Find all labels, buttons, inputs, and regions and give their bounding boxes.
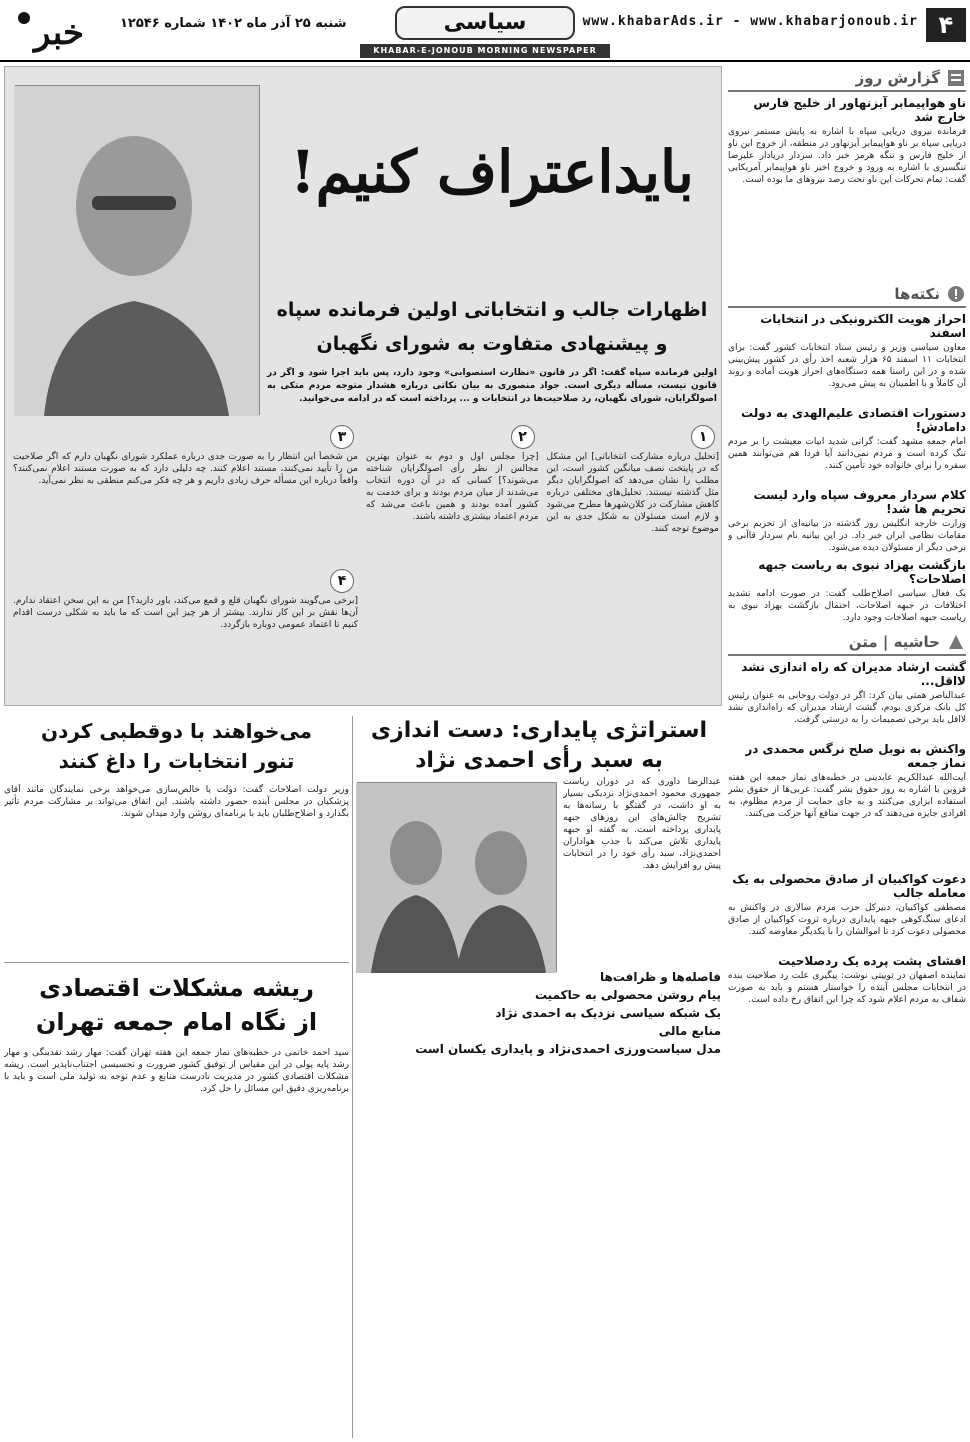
lead-column-1 [547, 423, 720, 703]
report-icon [946, 68, 966, 88]
lead-column-2 [366, 423, 539, 703]
note-text: امام جمعه مشهد گفت: گرانی شدید ابیات معیشت را بر مردم تنگ کرده است و مردم نمی‌دانند آیا فردا هم می‌توانند همین سفره را برای خانواده خود تأمین کنند. [728, 437, 966, 471]
newspaper-logo [4, 4, 114, 58]
report-text: فرمانده نیروی دریایی سپاه با اشاره به پایش مستمر نیروی دریایی سپاه بر ناو هواپیمابر آیزنهاور در منطقه، از خروج این ناو از خلیج فارس و تنگه هرمز خبر داد. سردار دریادار علیرضا تنگسیری با اشاره به ورود و خروج اخیر ناو هواپیمابر آمریکایی گفت: تمام تحرکات این ناو تحت رصد نیروهای ما بوده است. [728, 127, 966, 185]
pedari-subhead-2: پیام روشن محصولی به حاکمیت [534, 988, 721, 1002]
pedari-subhead-3: یک شبکه سیاسی نزدیک به احمدی نژاد [495, 1006, 721, 1020]
notes-icon [946, 284, 966, 304]
masthead [0, 0, 970, 62]
pedari-subhead-4: منابع مالی [658, 1024, 721, 1038]
pedari-story [357, 716, 721, 1058]
column-divider [352, 716, 353, 1438]
polarization-headline-line2: تنور انتخابات را داغ کنند [58, 749, 295, 773]
economy-headline [4, 971, 349, 1039]
svg-text:خبر: خبر [33, 13, 85, 53]
margin-text: عبدالناصر همتی بیان کرد: اگر در دولت روحانی به عنوان رئیس کل بانک مرکزی بودم، گشت ارشاد مدیران که راه‌اندازی نشد لااقل باید برخی تصمیمات را به درستی گرفت. [728, 691, 966, 725]
pedari-subhead-1: فاصله‌ها و ظرافت‌ها [599, 970, 721, 984]
margin-title: افشای پشت پرده یک ردصلاحیت [778, 954, 966, 968]
sidebar-label: گزارش روز [855, 69, 940, 87]
left-stories [4, 716, 349, 1347]
note-text: یک فعال سیاسی اصلاح‌طلب گفت: در صورت ادامه تشدید اختلافات در جبهه اصلاحات، احتمال بازگشت بهزاد نبوی به ریاست جبهه اصلاحات وجود دارد. [728, 589, 966, 623]
story-photo [357, 782, 557, 972]
lead-deck [267, 293, 717, 361]
pedari-headline-line2: به سبد رأی احمدی نژاد [415, 748, 663, 773]
notes [728, 282, 966, 624]
lead-intro: اولین فرمانده سپاه گفت: اگر در قانون «نظارت استصوابی» وجود دارد، پس باید اجرا شود و اگر در قانون نیست، مسأله دیگری است. جواد منصوری به بیان نکاتی درباره هشدار متوجه مردم متکی به اصولگرایان، شورای نگهبان، رد صلاحیت‌ها در انتخابات و ... پرداخته است که در ادامه می‌خوانید. [267, 368, 717, 404]
margin-notes [728, 630, 966, 1018]
lead-deck-line1: اظهارات جالب و انتخاباتی اولین فرمانده سپاه [276, 299, 708, 321]
polarization-text: وزیر دولت اصلاحات گفت: دولت یا خالص‌سازی می‌خواهد برخی نمایندگان مانند آقای پزشکیان در مجلس آینده حضور داشته باشند. این اتفاق می‌تواند بر مشارکت مردم تأثیر بگذارد و اصلاح‌طلبان باید با برنامه‌ای روشن وارد میدان شوند. [4, 785, 349, 819]
pedari-headline-line1: استراتژی پایداری: دست اندازی [370, 718, 708, 743]
margin-title: واکنش به نوبل صلح نرگس محمدی در نماز جمعه [745, 742, 966, 770]
column-text: [چرا مجلس اول و دوم به عنوان بهترین مجالس از نظر رأی اصولگرایان شناخته می‌شوند؟] کسانی که در آن دوره انتخاب می‌شدند از میان مردم بودند و برای خدمت به کشور آمده بودند و همین باعث می‌شد که مردم اعتماد بیشتری داشته باشند. [366, 452, 539, 522]
lead-column-4 [13, 567, 358, 695]
margin-title: گشت ارشاد مدیران که راه اندازی نشد لااقل... [741, 660, 966, 688]
note-title: احراز هویت الکترونیکی در انتخابات اسفند [760, 312, 966, 340]
lead-story [4, 66, 722, 706]
margin-text: نماینده اصفهان در توییتی نوشت: پیگیری علت رد صلاحیت بنده در انتخابات مجلس آینده را خواستار هستم و باید به صورت شفاف به مردم اعلام شود که چرا این اتفاق رخ داده است. [728, 971, 966, 1005]
lead-columns [13, 423, 719, 703]
economy-headline-line1: ریشه مشکلات اقتصادی [39, 974, 314, 1002]
note-title: کلام سردار معروف سپاه وارد لیست تحریم ها شد! [753, 488, 966, 516]
note-title: دستورات اقتصادی علیم‌الهدی به دولت داماد‌ش! [740, 406, 966, 434]
column-text: [برخی می‌گویند شورای نگهبان قلع و قمع می‌کند، باور دارید؟] من به این سخن اعتقاد ندارم. آن‌ها نقش بر این کار ندارند. بیشتر از هر چیز این است که ما باید به شکلی درست اقدام کنیم تا اعتماد عمومی دوباره بازگردد. [13, 596, 358, 630]
sidebar-head [728, 66, 966, 92]
lead-deck-line2: و پیشنهادی متفاوت به شورای نگهبان [316, 333, 668, 355]
polarization-headline [4, 716, 349, 776]
pedari-subhead-5: مدل سیاست‌ورزی احمدی‌نژاد و پایداری یکسان است [415, 1042, 721, 1056]
issue-date: شنبه ۲۵ آذر ماه ۱۴۰۲ شماره ۱۲۵۴۶ [120, 16, 347, 31]
sidebar-head [728, 630, 966, 656]
column-number: ۱ [691, 425, 715, 449]
sidebar-label: نکته‌ها [894, 285, 940, 303]
column-text: [تحلیل درباره مشارکت انتخاباتی] این مشکل که در پایتخت نصف میانگین کشور است، این مطلب را نشان می‌دهد که اصولگرایان دیگر مثل گذشته نیستند. تحلیل‌های مختلفی درباره کاهش مشارکت در کلان‌شهرها مطرح می‌شود و لازم است مسئولان به شکل جدی به این موضوع توجه کنند. [546, 452, 719, 534]
economy-headline-line2: از نگاه امام جمعه تهران [35, 1008, 318, 1036]
section-tab: سیاسی [395, 6, 575, 40]
note-text: معاون سیاسی وزیر و رئیس ستاد انتخابات کشور گفت: برای انتخابات ۱۱ اسفند ۶۵ هزار شعبه اخذ رأی در کشور پیش‌بینی شده و در این راستا همه دستگاه‌های احراز هویت آماده و روند آن کاملاً و با اطمینان به پیش می‌رود. [728, 343, 966, 389]
pedari-headline [357, 716, 721, 776]
column-number: ۲ [511, 425, 535, 449]
english-subtitle: KHABAR-E-JONOUB MORNING NEWSPAPER [360, 44, 610, 58]
margin-text: آیت‌الله عبدالکریم عابدینی در خطبه‌های نماز جمعه این هفته قزوین با اشاره به روز حقوق بشر گفت: غربی‌ها از حقوق بشر استفاده ابزاری می‌کنند و به جای حمایت از مردم مظلوم، به افرادی جایزه می‌دهند که در جهت منافع آنها حرکت می‌کنند. [728, 773, 966, 819]
note-title: بازگشت بهزاد نبوی به ریاست جبهه اصلاحات؟ [758, 558, 966, 586]
margin-icon [946, 632, 966, 652]
lead-headline: بایداعتراف کنیم! [290, 138, 694, 206]
sidebar-head [728, 282, 966, 308]
column-text: من شخصاً این انتظار را به صورت جدی درباره عملکرد شورای نگهبان دارم که اگر صلاحیت من را تأیید نمی‌کنند، مستند اعلام کنند. چه دلیلی دارد که به صورت مستند اعلام نمی‌کنند؟ واقعاً درباره این مسأله حرف زیادی داریم و هر چه فکر می‌کنم منطقی به نظر نمی‌آید. [13, 452, 358, 486]
polarization-headline-line1: می‌خواهند با دوقطبی کردن [41, 719, 312, 743]
site-urls[interactable]: www.khabarAds.ir - www.khabarjonoub.ir [582, 14, 918, 29]
report-title: ناو هواپیمابر آیزنهاور از خلیج فارس خارج شد [753, 96, 966, 124]
story-divider [4, 962, 349, 963]
lead-column-3 [13, 423, 358, 703]
column-number: ۳ [330, 425, 354, 449]
page-number: ۴ [926, 8, 966, 42]
margin-text: مصطفی کواکبیان، دبیرکل حزب مردم سالاری در واکنش به ادعای سنگ‌کوهی جبهه پایداری درباره ثروت کواکبیان از صادق محصولی دعوت کرد تا اموالشان را با یکدیگر معاوضه کنند. [728, 903, 966, 937]
economy-text: سید احمد خاتمی در خطبه‌های نماز جمعه این هفته تهران گفت: مهار رشد نقدینگی و مهار رشد پایه پولی در این مقیاس از توفیق کشور ضرورت و تحسیسی اجتناب‌ناپذیر است. ریشه مشکلات اقتصادی کشور در مدیریت نادرست منابع و عدم توجه به تولید ملی است و باید با برنامه‌ریزی دقیق این مسائل را حل کرد. [4, 1048, 349, 1094]
interviewee-photo [15, 85, 260, 415]
note-text: وزارت خارجه انگلیس روز گذشته در بیانیه‌ای از تحریم برخی مقامات نظامی ایران خبر داد. در این بیانیه نام سردار قاآنی و برخی دیگر از مسئولان دیده می‌شود. [728, 519, 966, 553]
daily-report [728, 66, 966, 276]
margin-title: دعوت کواکبیان از صادق محصولی به یک معامله جالب [732, 872, 966, 900]
column-number: ۴ [330, 569, 354, 593]
sidebar-label: حاشیه | متن [848, 633, 940, 651]
right-sidebar [728, 66, 966, 1024]
pedari-text: عبدالرضا داوری که در دوران ریاست جمهوری محمود احمدی‌نژاد نزدیکی بسیار به او داشت، در گفتگو با رسانه‌ها به تشریح چالش‌های این روزهای جبهه پایداری پرداخته است. به گفته او جبهه پایداری تلاش می‌کند با جذب هواداران احمدی‌نژاد، سبد رأی خود را در انتخابات پیش رو افزایش دهد. [563, 777, 721, 871]
